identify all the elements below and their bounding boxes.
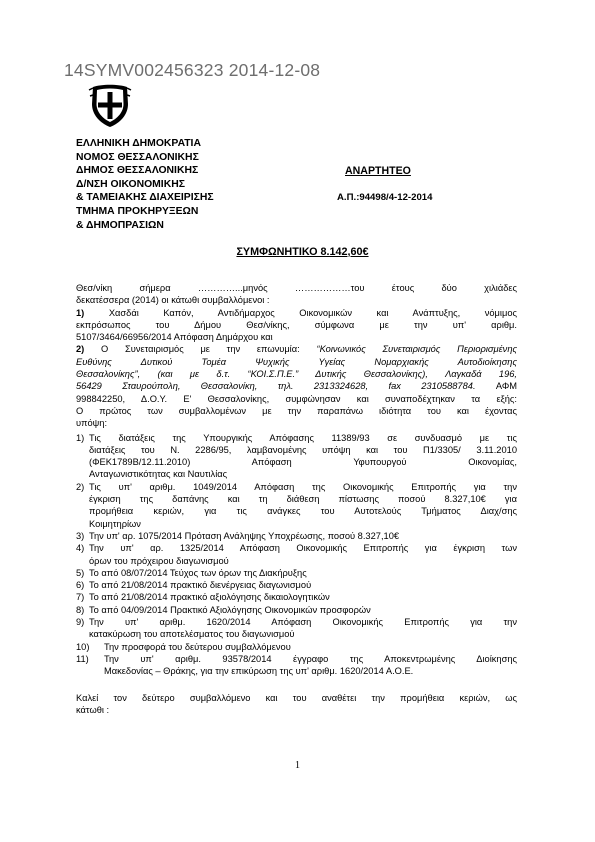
header-line: ΕΛΛΗΝΙΚΗ ΔΗΜΟΚΡΑΤΙΑ [76,138,201,149]
party1-line: εκπρόσωπος του Δήμου Θεσ/νίκης, σύμφωνα με την υπ' αριθμ. [76,319,517,330]
intro-line: Θεσ/νίκη σήμερα …………...μηνός ………………του έτους δύο χιλιάδες [76,283,517,293]
closing-line: Καλεί τον δεύτερο συμβαλλόμενο και του αναθέτει την προμήθεια κεριών, ως [76,692,517,703]
closing-line: κάτωθι : [76,704,110,715]
list-item: 8) Το από 04/09/2014 Πρακτικό Αξιολόγησης Οικονομικών προσφορών [76,604,371,615]
party2-line: Ο πρώτος των συμβαλλομένων με την παραπάνω ιδιότητα του και έχοντας [76,405,517,416]
list-item: 5) Το από 08/07/2014 Τεύχος των όρων της Διακήρυξης [76,567,307,578]
party2-line: 998842250, Δ.Ο.Υ. Ε' Θεσσαλονίκης, συμφώνησαν και συναποδέχτηκαν τα εξής: [76,393,517,404]
header-line: & ΔΗΜΟΠΡΑΣΙΩΝ [76,219,164,231]
header-line: ΝΟΜΟΣ ΘΕΣΣΑΛΟΝΙΚΗΣ [76,151,199,163]
list-item: 1) Τις διατάξεις της Υπουργικής Απόφασης 11389/93 σε συνδυασμό με τις διατάξεις του Ν. 2286/95, λαμβανομένης υπόψη και του Π1/3305/ 3.11.2010 (ΦΕΚ1789Β/12.11.2010) Απόφαση Υφυπουργού Οικονομίας, Ανταγωνιστικότητας και Ναυτιλίας [76,432,517,480]
party1-number: 1) [76,307,85,318]
list-item: 4) Την υπ' αρ. 1325/2014 Απόφαση Οικονομικής Επιτροπής για έγκριση των όρων του πρόχειρου διαγωνισμού [76,543,517,566]
party2-line: 2) Ο Συνεταιρισμός με την επωνυμία: “Κοινωνικός Συνεταιρισμός Περιορισμένης [76,344,517,355]
publish-notice-label: ΑΝΑΡΤΗΤΕΟ [345,165,411,177]
list-item: 7) Το από 21/08/2014 πρακτικό αξιολόγησης δικαιολογητικών [76,592,330,603]
intro-line: δεκατέσσερα (2014) οι κάτωθι συμβαλλόμενοι : [76,295,270,306]
list-item: 10) Την προσφορά του δεύτερου συμβαλλόμενου [76,641,291,652]
header-line: ΔΗΜΟΣ ΘΕΣΣΑΛΟΝΙΚΗΣ [76,165,199,177]
protocol-number: Α.Π.:94498/4-12-2014 [337,192,433,203]
party1-line: 5107/3464/66956/2014 Απόφαση Δημάρχου και [76,332,273,343]
document-watermark-id: 14SYMV002456323 2014-12-08 [64,60,321,80]
document-body [76,282,517,716]
list-item: 11) Την υπ' αριθμ. 93578/2014 έγγραφο της Αποκεντρωμένης Διοίκησης Μακεδονίας – Θράκης, για την επικύρωση της υπ' αριθμ. 1620/2014 Α.Ο.Ε. [76,653,517,677]
document-title: ΣΥΜΦΩΝΗΤΙΚΟ 8.142,60€ [236,246,369,258]
page-number: 1 [295,760,300,771]
party2-line: Ευθύνης Δυτικού Τομέα Ψυχικής Υγείας Νομαρχιακής Αυτοδιοίκησης [76,356,517,367]
greek-coat-of-arms-icon [88,84,132,128]
list-item: 3) Την υπ' αρ. 1075/2014 Πρόταση Ανάληψης Υποχρέωσης, ποσού 8.327,10€ [76,530,400,541]
issuing-authority-block [76,137,214,232]
party2-number: 2) [76,344,85,355]
header-line: & ΤΑΜΕΙΑΚΗΣ ΔΙΑΧΕΙΡΙΣΗΣ [76,192,214,204]
list-item: 6) Το από 21/08/2014 πρακτικό διενέργειας διαγωνισμού [76,580,312,591]
closing-paragraph [76,692,517,717]
party2-line: Θεσσαλονίκης”, (και με δ.τ. “ΚΟΙ.Σ.Π.Ε.” Δυτικής Θεσσαλονίκης), Λαγκαδά 196, [76,369,517,380]
party2-line: 56429 Σταυρούπολη, Θεσσαλονίκη, τηλ. 2313324628, fax 2310588784. ΑΦΜ [76,381,517,392]
party2-line: υπόψη: [76,418,108,429]
header-line: ΤΜΗΜΑ ΠΡΟΚΗΡΥΞΕΩΝ [76,205,199,217]
list-item: 9) Την υπ' αριθμ. 1620/2014 Απόφαση Οικονομικής Επιτροπής για την κατακύρωση του αποτελέσματος του διαγωνισμού [76,617,517,640]
header-line: Δ/ΝΣΗ ΟΙΚΟΝΟΜΙΚΗΣ [76,178,185,190]
considerations-list [76,432,517,678]
party1-line: 1) Χασδάι Καπόν, Αντιδήμαρχος Οικονομικών και Ανάπτυξης, νόμιμος [76,307,517,318]
list-item: 2) Τις υπ' αριθμ. 1049/2014 Απόφαση της Οικονομικής Επιτροπής για την έγκριση της δαπάνης και τη διάθεση πίστωσης ποσού 8.327,10€ για προμήθεια κεριών, για τις ανάγκες του Αυτοτελούς Τμήματος Διαχ/σης Κοιμητηρίων [76,481,517,529]
